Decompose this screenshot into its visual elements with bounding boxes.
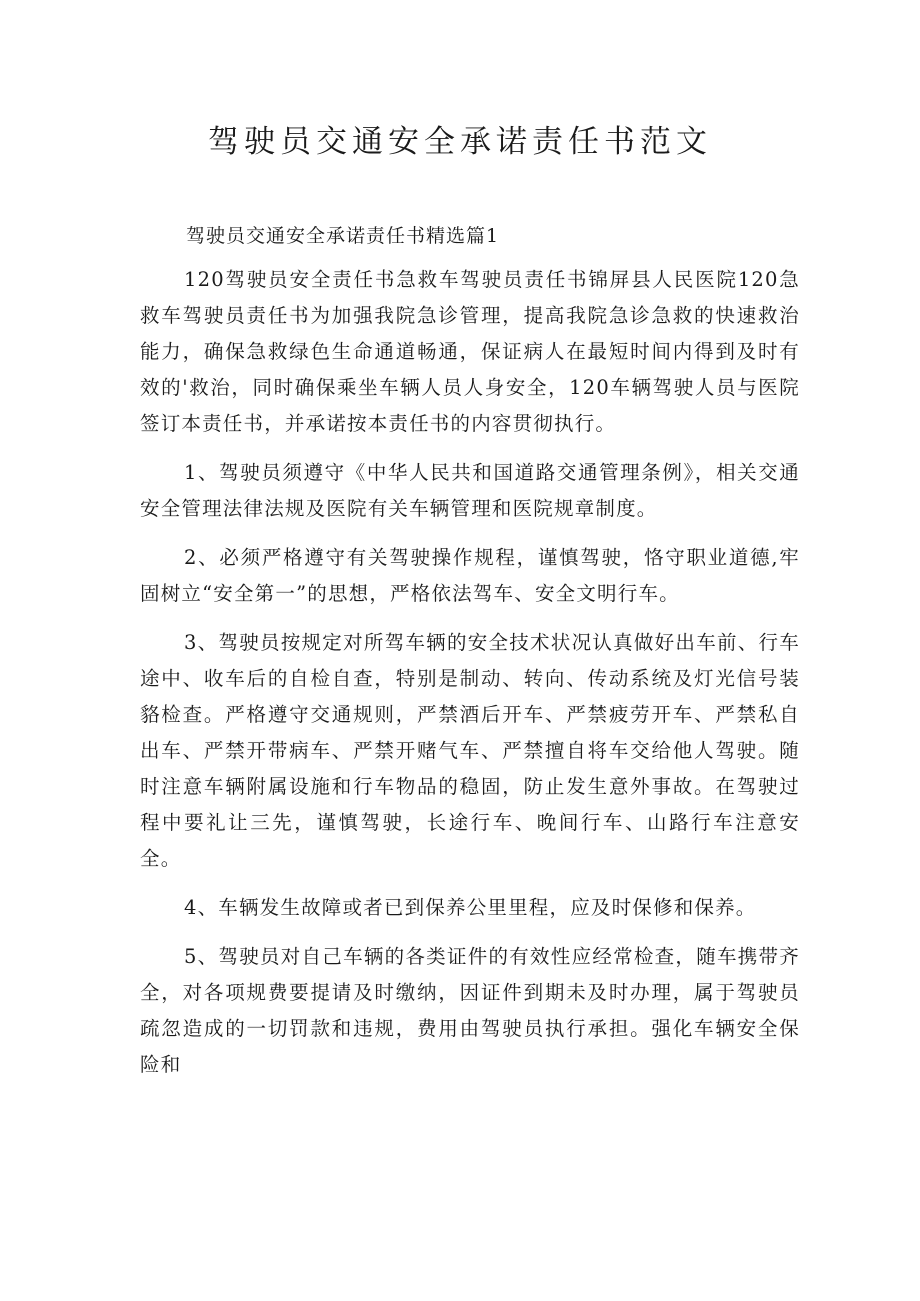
section-heading: 驾驶员交通安全承诺责任书精选篇1 <box>186 225 500 247</box>
paragraph-item-5: 5、驾驶员对自己车辆的各类证件的有效性应经常检查，随车携带齐全，对各项规费要提请及时缴纳，因证件到期未及时办理，属于驾驶员疏忽造成的一切罚款和违规，费用由驾驶员执行承担。强化车辆安全保险和 <box>140 945 800 1076</box>
paragraph-item-4: 4、车辆发生故障或者已到保养公里里程，应及时保修和保养。 <box>184 896 757 919</box>
paragraph-item-2: 2、必须严格遵守有关驾驶操作规程，谨慎驾驶，恪守职业道德,牢固树立“安全第一”的思想，严格依法驾车、安全文明行车。 <box>140 546 800 605</box>
paragraph-item-1: 1、驾驶员须遵守《中华人民共和国道路交通管理条例》，相关交通安全管理法律法规及医院有关车辆管理和医院规章制度。 <box>140 461 800 520</box>
document-title: 驾驶员交通安全承诺责任书范文 <box>208 124 712 160</box>
paragraph-intro: 120驾驶员安全责任书急救车驾驶员责任书锦屏县人民医院120急救车驾驶员责任书为加强我院急诊管理，提高我院急诊急救的快速救治能力，确保急救绿色生命通道畅通，保证病人在最短时间内得到及时有效的'救治，同时确保乘坐车辆人员人身安全，120车辆驾驶人员与医院签订本责任书，并承诺按本责任书的内容贯彻执行。 <box>140 268 800 435</box>
document-body <box>140 262 800 1096</box>
paragraph-item-3: 3、驾驶员按规定对所驾车辆的安全技术状况认真做好出车前、行车途中、收车后的自检自查，特别是制动、转向、传动系统及灯光信号装貉检查。严格遵守交通规则，严禁酒后开车、严禁疲劳开车、严禁私自出车、严禁开带病车、严禁开赌气车、严禁擅自将车交给他人驾驶。随时注意车辆附属设施和行车物品的稳固，防止发生意外事故。在驾驶过程中要礼让三先，谨慎驾驶，长途行车、晚间行车、山路行车注意安全。 <box>140 631 800 870</box>
